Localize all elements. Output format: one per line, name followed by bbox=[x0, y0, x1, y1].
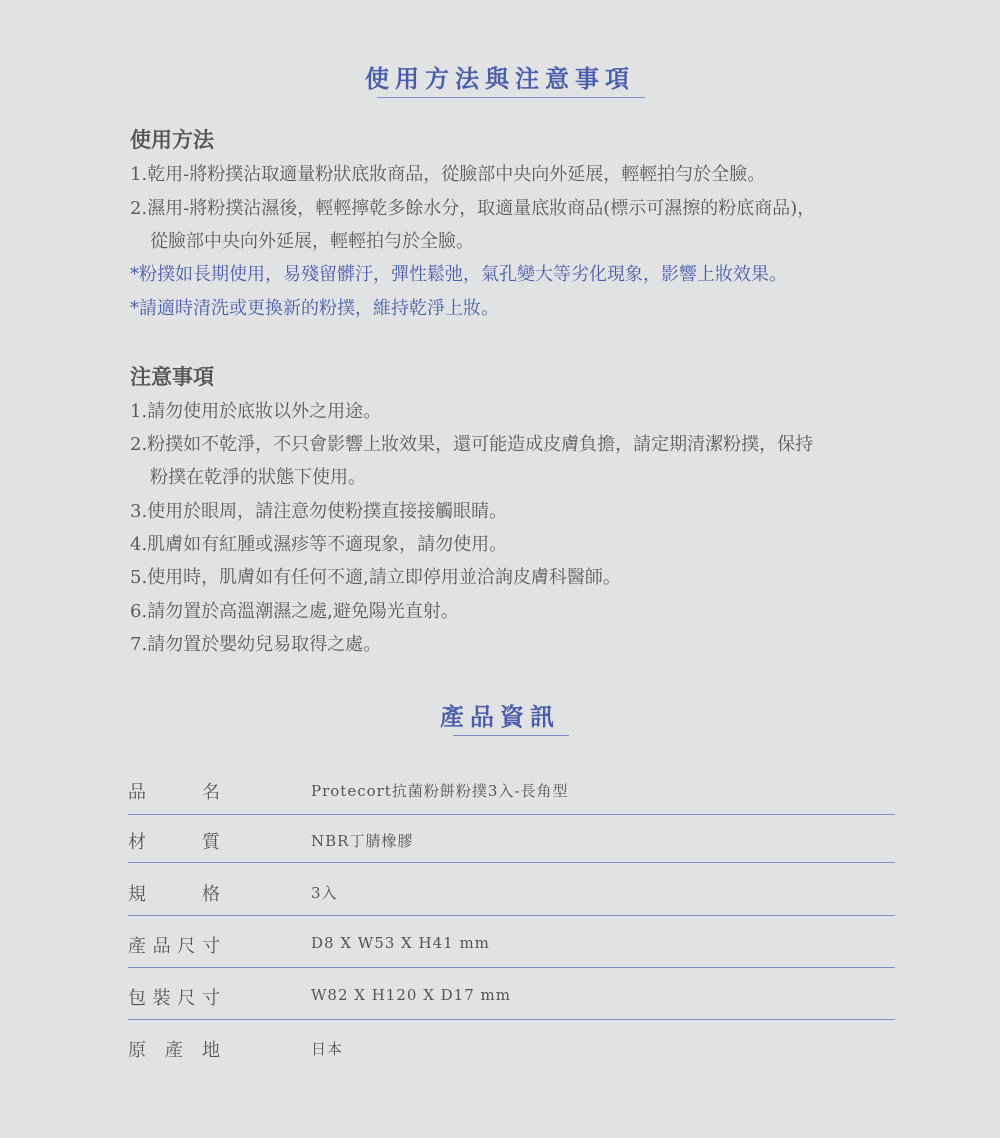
spec-label-material: 材質 bbox=[128, 832, 220, 853]
product-section-title: 產品資訊 bbox=[440, 702, 560, 731]
product-title-underline bbox=[453, 735, 569, 736]
caution-line-2: 2.粉撲如不乾淨，不只會影響上妝效果，還可能造成皮膚負擔，請定期清潔粉撲，保持 bbox=[130, 434, 814, 455]
spec-value-spec: 3入 bbox=[311, 884, 338, 902]
spec-value-name: Protecort抗菌粉餅粉撲3入-長角型 bbox=[311, 782, 569, 800]
spec-value-origin: 日本 bbox=[311, 1040, 344, 1058]
usage-section-title: 使用方法與注意事項 bbox=[365, 64, 635, 93]
spec-label-origin: 原產地 bbox=[128, 1040, 220, 1061]
spec-value-product-size: D8 X W53 X H41 mm bbox=[311, 934, 490, 952]
caution-line-2-cont: 粉撲在乾淨的狀態下使用。 bbox=[150, 467, 366, 488]
method-heading: 使用方法 bbox=[130, 127, 214, 152]
spec-label-product-size: 產品尺寸 bbox=[128, 936, 220, 957]
note-line-2: *請適時清洗或更換新的粉撲，維持乾淨上妝。 bbox=[130, 298, 499, 319]
spec-row-divider bbox=[128, 862, 895, 863]
note-line-1: *粉撲如長期使用，易殘留髒汙，彈性鬆弛，氣孔變大等劣化現象，影響上妝效果。 bbox=[130, 264, 787, 285]
method-line-1: 1.乾用-將粉撲沾取適量粉狀底妝商品，從臉部中央向外延展，輕輕拍勻於全臉。 bbox=[130, 164, 766, 185]
method-line-2: 2.濕用-將粉撲沾濕後，輕輕擰乾多餘水分，取適量底妝商品(標示可濕擦的粉底商品)， bbox=[130, 198, 816, 219]
caution-line-1: 1.請勿使用於底妝以外之用途。 bbox=[130, 401, 382, 422]
usage-title-underline bbox=[377, 97, 645, 98]
caution-line-4: 4.肌膚如有紅腫或濕疹等不適現象，請勿使用。 bbox=[130, 534, 508, 555]
spec-row-divider bbox=[128, 915, 895, 916]
spec-label-package-size: 包裝尺寸 bbox=[128, 988, 220, 1009]
caution-line-5: 5.使用時，肌膚如有任何不適,請立即停用並洽詢皮膚科醫師。 bbox=[130, 567, 621, 588]
spec-row-divider bbox=[128, 967, 895, 968]
caution-line-3: 3.使用於眼周，請注意勿使粉撲直接接觸眼睛。 bbox=[130, 501, 508, 522]
spec-label-spec: 規格 bbox=[128, 884, 220, 905]
spec-value-material: NBR丁腈橡膠 bbox=[311, 832, 414, 850]
caution-line-7: 7.請勿置於嬰幼兒易取得之處。 bbox=[130, 634, 382, 655]
spec-row-divider bbox=[128, 1019, 895, 1020]
method-line-2-cont: 從臉部中央向外延展，輕輕拍勻於全臉。 bbox=[150, 231, 474, 252]
spec-label-name: 品名 bbox=[128, 782, 220, 803]
caution-line-6: 6.請勿置於高溫潮濕之處,避免陽光直射。 bbox=[130, 601, 459, 622]
spec-row-divider bbox=[128, 814, 895, 815]
caution-heading: 注意事項 bbox=[130, 364, 214, 389]
spec-value-package-size: W82 X H120 X D17 mm bbox=[311, 986, 511, 1004]
